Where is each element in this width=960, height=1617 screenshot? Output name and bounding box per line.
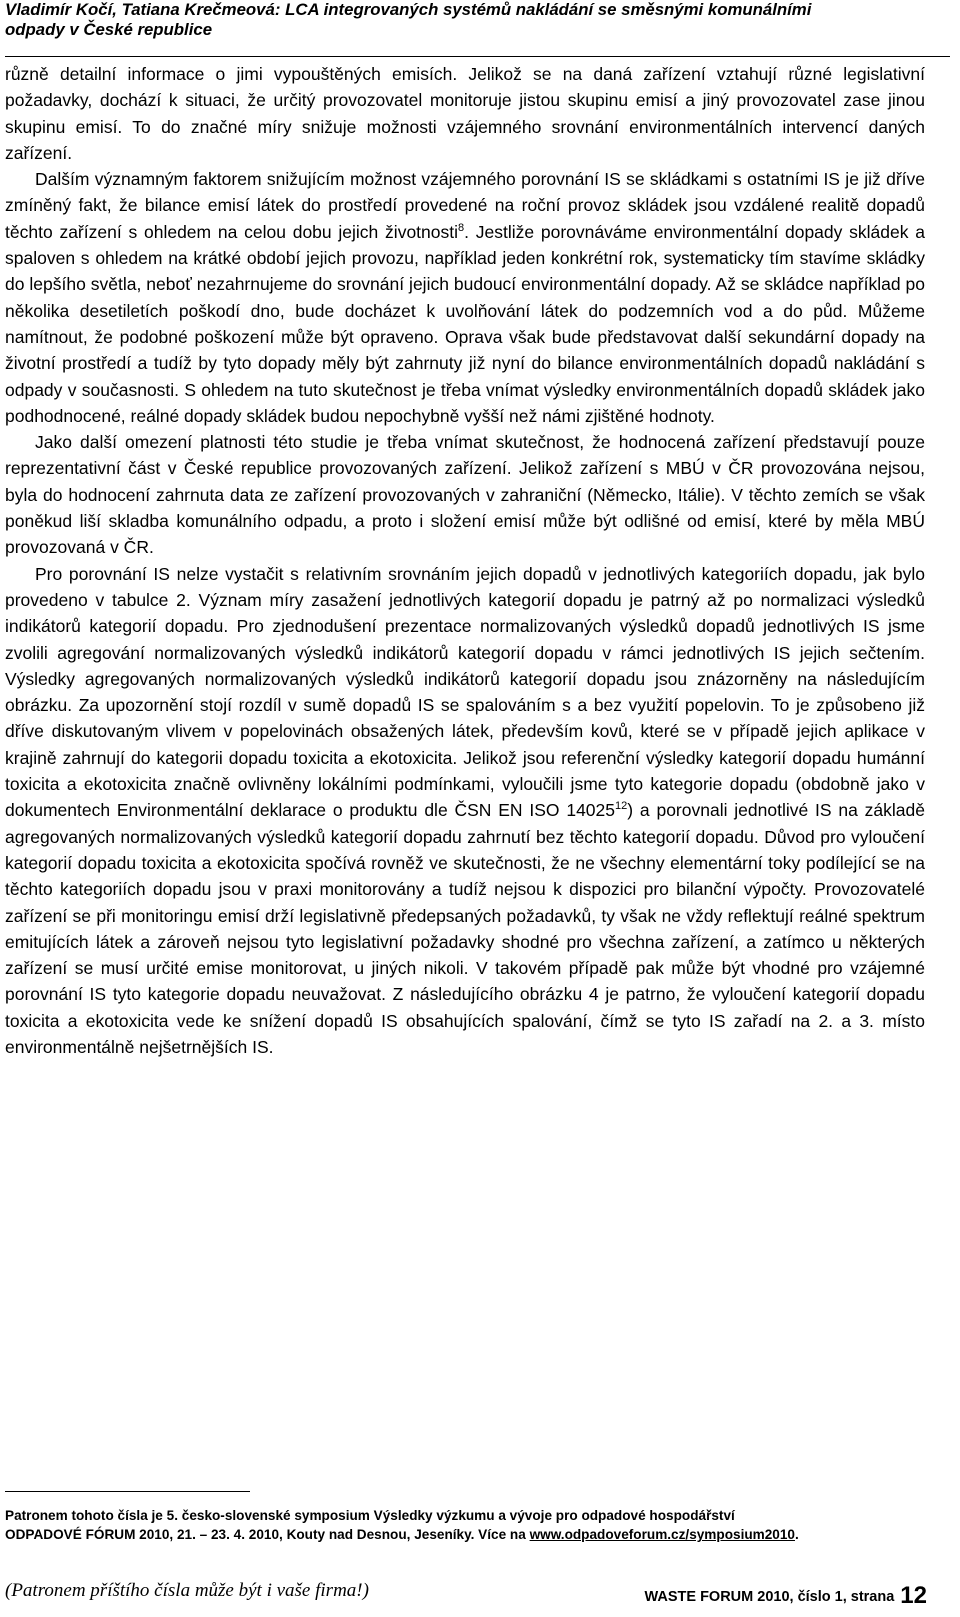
paragraph-3: Jako další omezení platnosti této studie je třeba vnímat skutečnost, že hodnocená zařízení představují pouze reprezentativní část v České republice provozovaných zařízení. Jelikož zařízení s MBÚ v ČR provozována nejsou, byla do hodnocení zahrnuta data ze zařízení provozovaných v zahraniční (Německo, Itálie). V těchto zemích se však poněkud liší skladba komunálního odpadu, a proto i složení emisí může být odlišné od emisí, které by měla MBÚ provozovaná v ČR. (5, 432, 925, 558)
article-body (5, 61, 925, 1060)
footer-bottom (5, 1578, 927, 1609)
page-header (5, 0, 950, 57)
page-number: 12 (900, 1582, 927, 1609)
header-line-1: Vladimír Kočí, Tatiana Krečmeová: LCA integrovaných systémů nakládání se směsnými komunálními (5, 0, 812, 19)
footer-event-line (5, 1525, 925, 1544)
footer-patron-line: Patronem tohoto čísla je 5. česko-slovenské symposium Výsledky výzkumu a vývoje pro odpadové hospodářství (5, 1508, 735, 1523)
footer (5, 1491, 925, 1544)
paragraph-1: různě detailní informace o jimi vypouštěných emisích. Jelikož se na daná zařízení vztahují různé legislativní požadavky, dochází k situaci, že určitý provozovatel monitoruje jistou skupinu emisí a jiný provozovatel zase jinou skupinu emisí. To do značné míry snižuje možnosti vzájemného srovnání environmentálních intervencí daných zařízení. (5, 64, 925, 163)
issue-info-text: WASTE FORUM 2010, číslo 1, strana (644, 1589, 895, 1605)
paragraph-4-text-a: Pro porovnání IS nelze vystačit s relativním srovnáním jejich dopadů v jednotlivých kategoriích dopadu, jak bylo provedeno v tabulce 2. Význam míry zasažení jednotlivých kategorií dopadu je patrný až po normalizaci výsledků indikátorů kategorií dopadu. Pro zjednodušení prezentace normalizovaných výsledků dopadů jednotlivých IS jsme zvolili agregování normalizovaných výsledků indikátorů kategorií dopadu v rámci jednotlivých IS jejich sečtením. Výsledky agregovaných normalizovaných výsledků indikátorů kategorií dopadu jsou znázorněny na následujícím obrázku. Za upozornění stojí rozdíl v sumě dopadů IS se spalováním s a bez využití popelovin. To je způsobeno již dříve diskutovaným vlivem v popelovinách obsažených látek, především kovů, které se v případě jejich aplikace v krajině zahrnují do kategorii dopadu toxicita a ekotoxicita. Jelikož jsou referenční výsledky kategorií dopadu humánní toxicita a ekotoxicita značně ovlivněny lokálními podmínkami, vyloučili jsme tyto kategorie dopadu (obdobně jako v dokumentech Environmentální deklarace o produktu dle ČSN EN ISO 14025 (5, 563, 925, 821)
footnote-ref-8: 8 (458, 221, 465, 234)
footer-event-period: . (794, 1527, 799, 1542)
issue-info (644, 1582, 927, 1610)
header-line-2: odpady v České republice (5, 20, 213, 39)
symposium-link[interactable]: www.odpadoveforum.cz/symposium2010 (529, 1527, 795, 1542)
patron-note: (Patronem příštího čísla může být i vaše firma!) (5, 1580, 369, 1601)
paragraph-4-text-b: ) a porovnali jednotlivé IS na základě agregovaných normalizovaných výsledků kategorií dopadu zahrnutí bez těchto kategorií dopadu. Důvod pro vyloučení kategorií dopadu toxicita a ekotoxicita spočívá rovněž ve skutečnosti, že ne všechny elementární toky podílející se na těchto kategoriích dopadu jsou v praxi monitorovány a tudíž nejsou k dispozici pro bilanční výpočty. Provozovatelé zařízení se při monitoringu emisí drží legislativně předepsaných požadavků, ty však ne vždy reflektují reálné spektrum emitujících látek a zároveň nejsou tyto legislativní požadavky shodné pro všechna zařízení, a zatímco u některých zařízení se musí určité emise monitorovat, u jiných nikoli. V takovém případě pak může být vhodné pro vzájemné porovnání IS tyto kategorie dopadu neuvažovat. Z následujícího obrázku 4 je patrno, že vyloučení kategorií dopadu toxicita a ekotoxicita vede ke snížení dopadů IS obsahujících spalování, čímž se tyto IS zařadí na 2. a 3. místo environmentálně nejšetrnějších IS. (5, 800, 925, 1057)
paragraph-2-text-a: Dalším významným faktorem snižujícím možnost vzájemného porovnání IS se skládkami s ostatními IS je již dříve zmíněný fakt, že bilance emisí látek do prostředí provedené na roční provoz skládek jsou vzdálené realitě dopadů těchto zařízení s ohledem na celou dobu jejich životnosti (5, 169, 925, 242)
paragraph-4 (5, 561, 925, 1061)
paragraph-2 (5, 166, 925, 429)
footnote-ref-12: 12 (615, 800, 628, 813)
footer-event-text: ODPADOVÉ FÓRUM 2010, 21. – 23. 4. 2010, Kouty nad Desnou, Jeseníky. Více na (5, 1527, 530, 1542)
footer-divider (5, 1491, 250, 1492)
paragraph-2-text-b: . Jestliže porovnáváme environmentální dopady skládek a spaloven s ohledem na krátké období jejich provozu, například jeden konkrétní rok, systematicky tím stavíme skládky do lepšího světla, neboť nezahrnujeme do srovnání jejich budoucí environmentální dopady. Až se skládce například po několika desetiletích poškodí dno, bude docházet k uvolňování látek do podzemních vod a do půd. Můžeme namítnout, že podobné poškození může být opraveno. Oprava však bude představovat další sekundární dopady na životní prostředí a tudíž by tyto dopady měly být zahrnuty již nyní do bilance environmentálních dopadů nakládání s odpady v současnosti. S ohledem na tuto skutečnost je třeba vnímat výsledky environmentálních dopadů skládek jako podhodnocené, reálné dopady skládek budou nepochybně vyšší než námi zjištěné hodnoty. (5, 221, 925, 426)
